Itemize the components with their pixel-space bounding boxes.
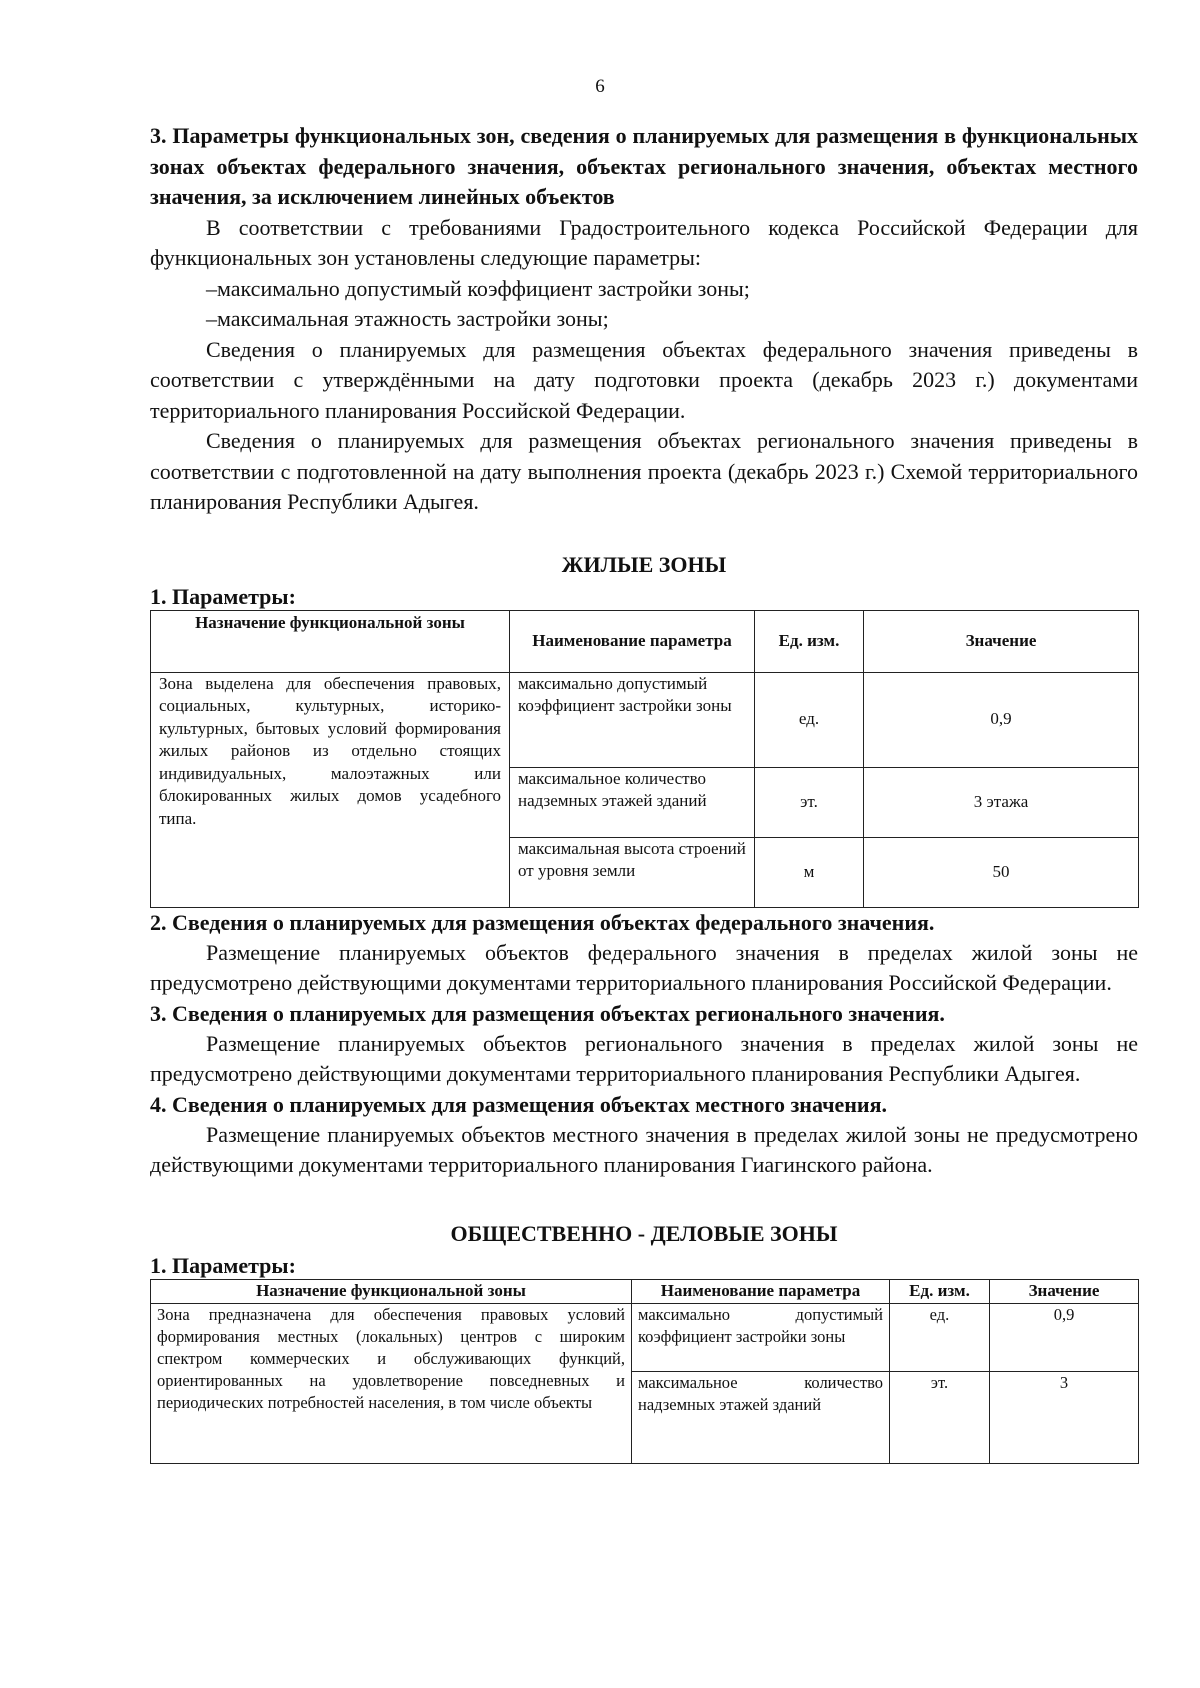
param-unit-cell: ед. [890, 1303, 990, 1371]
param-name-cell: максимальная высота строений от уровня земли [510, 837, 755, 907]
header-cell-purpose: Назначение функциональной зоны [151, 1279, 632, 1303]
federal-note-paragraph: Сведения о планируемых для размещения объектах федерального значения приведены в соответствии с утверждёнными на дату подготовки проекта (декабрь 2023 г.) документами территориального планирования Российской Федерации. [150, 336, 1138, 423]
federal-objects-text: Размещение планируемых объектов федерального значения в пределах жилой зоны не предусмотрено действующими документами территориального планирования Российской Федерации. [150, 939, 1138, 995]
param-value-cell: 50 [864, 837, 1139, 907]
residential-params-table [150, 610, 1139, 908]
local-objects-heading: 4. Сведения о планируемых для размещения объектах местного значения. [150, 1091, 887, 1117]
intro-paragraph: В соответствии с требованиями Градостроительного кодекса Российской Федерации для функциональных зон установлены следующие параметры: [150, 214, 1138, 270]
param-value-cell: 3 [990, 1371, 1139, 1463]
local-objects-text: Размещение планируемых объектов местного значения в пределах жилой зоны не предусмотрено действующими документами территориального планирования Гиагинского района. [150, 1121, 1138, 1177]
business-params-table [150, 1279, 1139, 1464]
param-value-cell: 3 этажа [864, 767, 1139, 837]
param-name-cell: максимальное количество надземных этажей зданий [632, 1371, 890, 1463]
header-cell-parameter: Наименование параметра [632, 1279, 890, 1303]
table-header-row [151, 610, 1139, 672]
federal-objects-heading: 2. Сведения о планируемых для размещения объектах федерального значения. [150, 909, 935, 935]
regional-objects-text: Размещение планируемых объектов регионального значения в пределах жилой зоны не предусмотрено действующими документами территориального планирования Республики Адыгея. [150, 1030, 1138, 1086]
header-cell-parameter: Наименование параметра [510, 610, 755, 672]
business-zones-title: ОБЩЕСТВЕННО - ДЕЛОВЫЕ ЗОНЫ [450, 1220, 838, 1246]
header-cell-unit: Ед. изм. [890, 1279, 990, 1303]
param-unit-cell: эт. [890, 1371, 990, 1463]
header-cell-value: Значение [864, 610, 1139, 672]
param-name-cell: максимально допустимый коэффициент застройки зоны [632, 1303, 890, 1371]
residential-zones-title: ЖИЛЫЕ ЗОНЫ [561, 551, 727, 577]
page-content [150, 121, 1138, 1464]
param-value-cell: 0,9 [990, 1303, 1139, 1371]
header-cell-value: Значение [990, 1279, 1139, 1303]
table-header-row [151, 1279, 1139, 1303]
bullet-item: –максимальная этажность застройки зоны; [206, 306, 609, 331]
page-number: 6 [595, 76, 605, 97]
residential-params-label: 1. Параметры: [150, 583, 296, 609]
regional-objects-heading: 3. Сведения о планируемых для размещения объектах регионального значения. [150, 1000, 945, 1026]
regional-note-paragraph: Сведения о планируемых для размещения объектах регионального значения приведены в соответствии с подготовленной на дату выполнения проекта (декабрь 2023 г.) Схемой территориального планирования Республики Адыгея. [150, 428, 1138, 514]
bullet-item: –максимально допустимый коэффициент застройки зоны; [206, 275, 750, 301]
param-unit-cell: м [755, 837, 864, 907]
table-row [151, 1303, 1139, 1371]
business-params-label: 1. Параметры: [150, 1252, 296, 1278]
param-name-cell: максимальное количество надземных этажей зданий [510, 767, 755, 837]
header-cell-purpose: Назначение функциональной зоны [151, 610, 510, 672]
zone-purpose-cell: Зона предназначена для обеспечения правовых условий формирования местных (локальных) центров с широким спектром коммерческих и обслуживающих функций, ориентированных на удовлетворение повседневных и периодических потребностей населения, в том числе объекты [151, 1303, 632, 1463]
param-name-cell: максимально допустимый коэффициент застройки зоны [510, 672, 755, 767]
table-row [151, 672, 1139, 767]
header-cell-unit: Ед. изм. [755, 610, 864, 672]
param-unit-cell: эт. [755, 767, 864, 837]
zone-purpose-cell: Зона выделена для обеспечения правовых, социальных, культурных, историко-культурных, бытовых условий формирования жилых районов из отдельно стоящих индивидуальных, малоэтажных или блокированных жилых домов усадебного типа. [151, 672, 510, 907]
param-value-cell: 0,9 [864, 672, 1139, 767]
param-unit-cell: ед. [755, 672, 864, 767]
section-heading: 3. Параметры функциональных зон, сведения о планируемых для размещения в функциональных зонах объектах федерального значения, объектах регионального значения, объектах местного значения, за исключением линейных объектов [150, 123, 1138, 209]
